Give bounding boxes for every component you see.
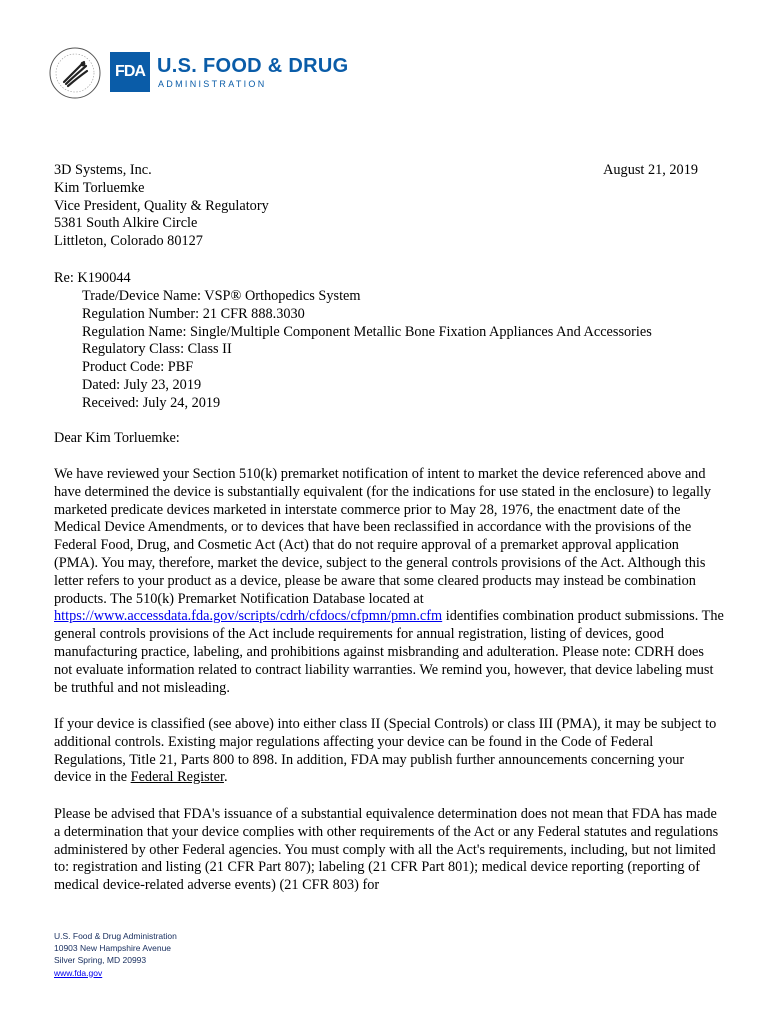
recipient-street: 5381 South Alkire Circle	[54, 215, 198, 232]
letter-date: August 21, 2019	[603, 162, 698, 178]
agency-subtitle: ADMINISTRATION	[158, 79, 267, 89]
re-product-code: Product Code: PBF	[82, 359, 194, 376]
footer-address	[54, 930, 177, 979]
footer-street: 10903 New Hampshire Avenue	[54, 943, 172, 954]
re-trade-name: Trade/Device Name: VSP® Orthopedics System	[82, 288, 361, 304]
paragraph2-text-b: .	[223, 769, 228, 786]
salutation: Dear Kim Torluemke:	[54, 430, 180, 446]
pmn-database-link[interactable]: https://www.accessdata.fda.gov/scripts/cdrh/cfdocs/cfpmn/pmn.cfm	[54, 608, 443, 625]
fda-logo-mark	[110, 52, 150, 92]
recipient-title: Vice President, Quality & Regulatory	[54, 197, 269, 214]
hhs-seal-icon	[48, 46, 102, 100]
recipient-address	[54, 162, 269, 251]
paragraph-compliance: Please be advised that FDA's issuance of a substantial equivalence determination does not mean that FDA has made a determination that your device complies with other requirements of the Act or any Federal statutes and regulations administered by other Federal agencies. You must comply with all the Act's requirements, including, but not limited to: registration and listing (21 CFR Part 807); labeling (21 CFR Part 801); medical device reporting (reporting of medical device-related adverse events) (21 CFR 803) for	[54, 806, 719, 894]
re-details	[82, 288, 652, 413]
re-regulation-number: Regulation Number: 21 CFR 888.3030	[82, 305, 305, 322]
recipient-city: Littleton, Colorado 80127	[54, 233, 203, 250]
re-number: Re: K190044	[54, 270, 131, 286]
recipient-name: Kim Torluemke	[54, 179, 145, 196]
paragraph-substantial-equivalence	[54, 466, 724, 697]
paragraph1-text-b: identifies combination product submissions. The general controls provisions of the Act include requirements for annual registration, listing of devices, good manufacturing practice, labeling, and prohibitions against misbranding and adulteration. Please note: CDRH does not evaluate information related to contract liability warranties. We remind you, however, that device labeling must be truthful and not misleading.	[54, 608, 724, 696]
federal-register-ref: Federal Register	[130, 769, 224, 786]
footer-agency: U.S. Food & Drug Administration	[54, 931, 177, 941]
paragraph-additional-controls	[54, 716, 724, 787]
re-regulation-name: Regulation Name: Single/Multiple Component Metallic Bone Fixation Appliances And Accessories	[82, 323, 652, 340]
re-dated: Dated: July 23, 2019	[82, 376, 202, 393]
agency-title: U.S. FOOD & DRUG	[157, 55, 349, 77]
fda-logo-text: FDA	[115, 63, 145, 80]
re-regulatory-class: Regulatory Class: Class II	[82, 341, 232, 358]
footer-city: Silver Spring, MD 20993	[54, 955, 147, 966]
re-received: Received: July 24, 2019	[82, 394, 221, 411]
fda-website-link[interactable]: www.fda.gov	[54, 967, 103, 978]
recipient-company: 3D Systems, Inc.	[54, 162, 152, 178]
paragraph1-text-a: We have reviewed your Section 510(k) premarket notification of intent to market the device referenced above and have determined the device is substantially equivalent (for the indications for use stated in the enclosure) to legally marketed predicate devices marketed in interstate commerce prior to May 28, 1976, the enactment date of the Medical Device Amendments, or to devices that have been reclassified in accordance with the provisions of the Federal Food, Drug, and Cosmetic Act (Act) that do not require approval of a premarket approval application (PMA). You may, therefore, market the device, subject to the general controls provisions of the Act. Although this letter refers to your product as a device, please be aware that some cleared products may instead be combination products. The 510(k) Premarket Notification Database located at	[54, 466, 712, 607]
paragraph2-text-a: If your device is classified (see above) into either class II (Special Controls) or class III (PMA), it may be subject to additional controls. Existing major regulations affecting your device can be found in the Code of Federal Regulations, Title 21, Parts 800 to 898. In addition, FDA may publish further announcements concerning your device in the	[54, 716, 717, 786]
